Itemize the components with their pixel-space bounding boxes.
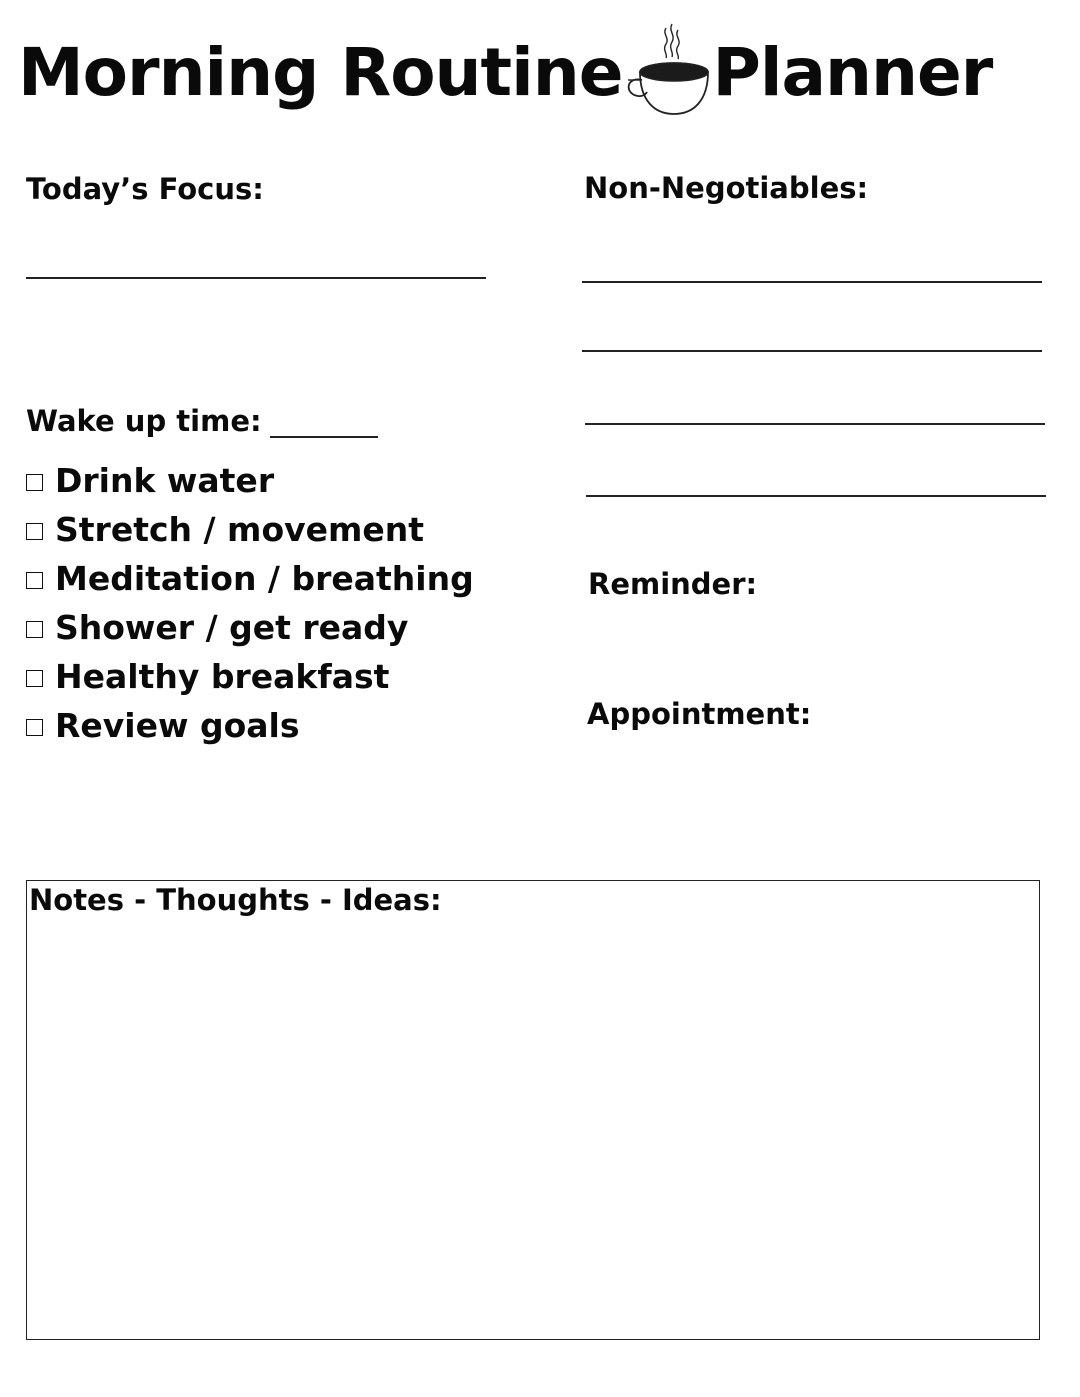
notes-box[interactable] — [26, 880, 1040, 1340]
non-negotiable-line-4[interactable] — [586, 495, 1046, 497]
checklist-item-label: Healthy breakfast — [55, 657, 390, 696]
todays-focus-line[interactable] — [26, 277, 486, 279]
checklist-item-label: Stretch / movement — [55, 510, 425, 549]
non-negotiables-label: Non-Negotiables: — [584, 171, 869, 205]
checklist-item-label: Drink water — [55, 461, 275, 500]
checklist-item-label: Review goals — [55, 706, 300, 745]
checkbox[interactable] — [26, 670, 43, 687]
checklist-item[interactable] — [26, 456, 474, 505]
wake-up-time-field[interactable] — [270, 406, 378, 438]
title-text-left: Morning Routine — [18, 33, 623, 111]
checklist-item-label: Shower / get ready — [55, 608, 409, 647]
checkbox[interactable] — [26, 572, 43, 589]
checklist-item[interactable] — [26, 652, 474, 701]
appointment-label: Appointment: — [587, 697, 812, 731]
notes-label: Notes - Thoughts - Ideas: — [29, 883, 442, 917]
wake-up-time-label: Wake up time: — [26, 404, 262, 438]
todays-focus-label: Today’s Focus: — [26, 172, 264, 206]
reminder-label: Reminder: — [588, 567, 758, 601]
page-title — [18, 22, 992, 122]
checklist-item[interactable] — [26, 505, 474, 554]
checklist-item[interactable] — [26, 603, 474, 652]
checklist-item[interactable] — [26, 701, 474, 750]
wake-up-time — [26, 404, 378, 438]
checkbox[interactable] — [26, 719, 43, 736]
title-text-right: Planner — [712, 33, 993, 111]
coffee-cup-icon — [622, 22, 714, 122]
checklist-item-label: Meditation / breathing — [55, 559, 474, 598]
checklist-item[interactable] — [26, 554, 474, 603]
non-negotiable-line-3[interactable] — [585, 423, 1045, 425]
checkbox[interactable] — [26, 474, 43, 491]
checkbox[interactable] — [26, 523, 43, 540]
non-negotiable-line-2[interactable] — [582, 350, 1042, 352]
checkbox[interactable] — [26, 621, 43, 638]
non-negotiable-line-1[interactable] — [582, 281, 1042, 283]
routine-checklist — [26, 456, 474, 750]
